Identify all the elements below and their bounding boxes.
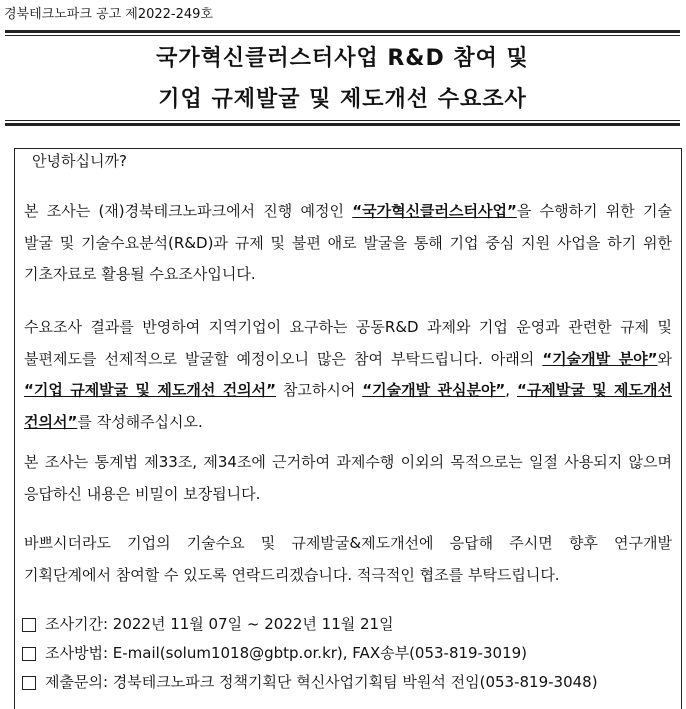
highlight-tech-interest: “기술개발 관심분야” <box>362 381 506 399</box>
paragraph-text: 수요조사 결과를 반영하여 지역기업이 요구하는 공동R&D 과제와 기업 운영과 관련한 규제 및 불편제도를 선제적으로 발굴할 예정이오니 많은 참여 부탁드립니다. 아래의 <box>24 318 672 368</box>
paragraph-text: , <box>505 381 517 399</box>
paragraph-text: 바쁘시더라도 기업의 기술수요 및 규제발굴&제도개선에 응답해 주시면 향후 연구개발 기획단계에서 참여할 수 있도록 연락드리겠습니다. 적극적인 협조를 부탁드립니다. <box>24 534 672 584</box>
page-title-line-1: 국가혁신클러스터사업 R&D 참여 및 <box>156 46 529 71</box>
title-block <box>5 30 680 126</box>
info-item-contact <box>22 668 598 697</box>
survey-info-list <box>22 610 598 697</box>
paragraph-confidentiality <box>24 447 672 510</box>
highlight-regulation-proposal: “기업 규제발굴 및 제도개선 건의서” <box>24 381 277 399</box>
highlight-regulation-form: “규제발굴 및 제도개선 건의서” <box>24 381 672 431</box>
paragraph-text: 참고하시어 <box>276 381 363 399</box>
highlight-project-name: “국가혁신클러스터사업” <box>352 202 517 220</box>
info-text: 제출문의: 경북테크노파크 정책기획단 혁신사업기획팀 박원석 전임(053-819-3048) <box>45 673 598 691</box>
info-item-method <box>22 639 598 668</box>
highlight-tech-field: “기술개발 분야” <box>542 349 658 368</box>
checkbox-icon <box>22 676 36 690</box>
info-text: 조사기간: 2022년 11월 07일 ~ 2022년 11월 21일 <box>45 615 394 633</box>
page-title-line-2: 기업 규제발굴 및 제도개선 수요조사 <box>158 87 527 112</box>
checkbox-icon <box>22 647 36 661</box>
notice-number: 경북테크노파크 공고 제2022-249호 <box>4 7 213 22</box>
checkbox-icon <box>22 618 36 632</box>
info-item-period <box>22 610 598 639</box>
greeting: 안녕하십니까? <box>32 152 127 170</box>
paragraph-text: 와 <box>657 349 672 368</box>
paragraph-text: 본 조사는 (재)경북테크노파크에서 진행 예정인 <box>24 202 353 220</box>
paragraph-text: 을 수행하기 위한 기술 발굴 및 기술수요분석(R&D)과 규제 및 불편 애로 발굴을 통해 기업 중심 지원 사업을 하기 위한 기초자료로 활용될 수요조사입니다. <box>24 202 672 283</box>
paragraph-text: 를 작성해주십시오. <box>77 412 203 431</box>
paragraph-participation-request <box>24 312 672 438</box>
info-text: 조사방법: E-mail(solum1018@gbtp.or.kr), FAX송부(053-819-3019) <box>45 644 528 662</box>
paragraph-closing <box>24 528 672 591</box>
paragraph-text: 본 조사는 통계법 제33조, 제34조에 근거하여 과제수행 이외의 목적으로는 일절 사용되지 않으며 응답하신 내용은 비밀이 보장됩니다. <box>24 453 672 503</box>
paragraph-survey-purpose <box>24 196 672 291</box>
